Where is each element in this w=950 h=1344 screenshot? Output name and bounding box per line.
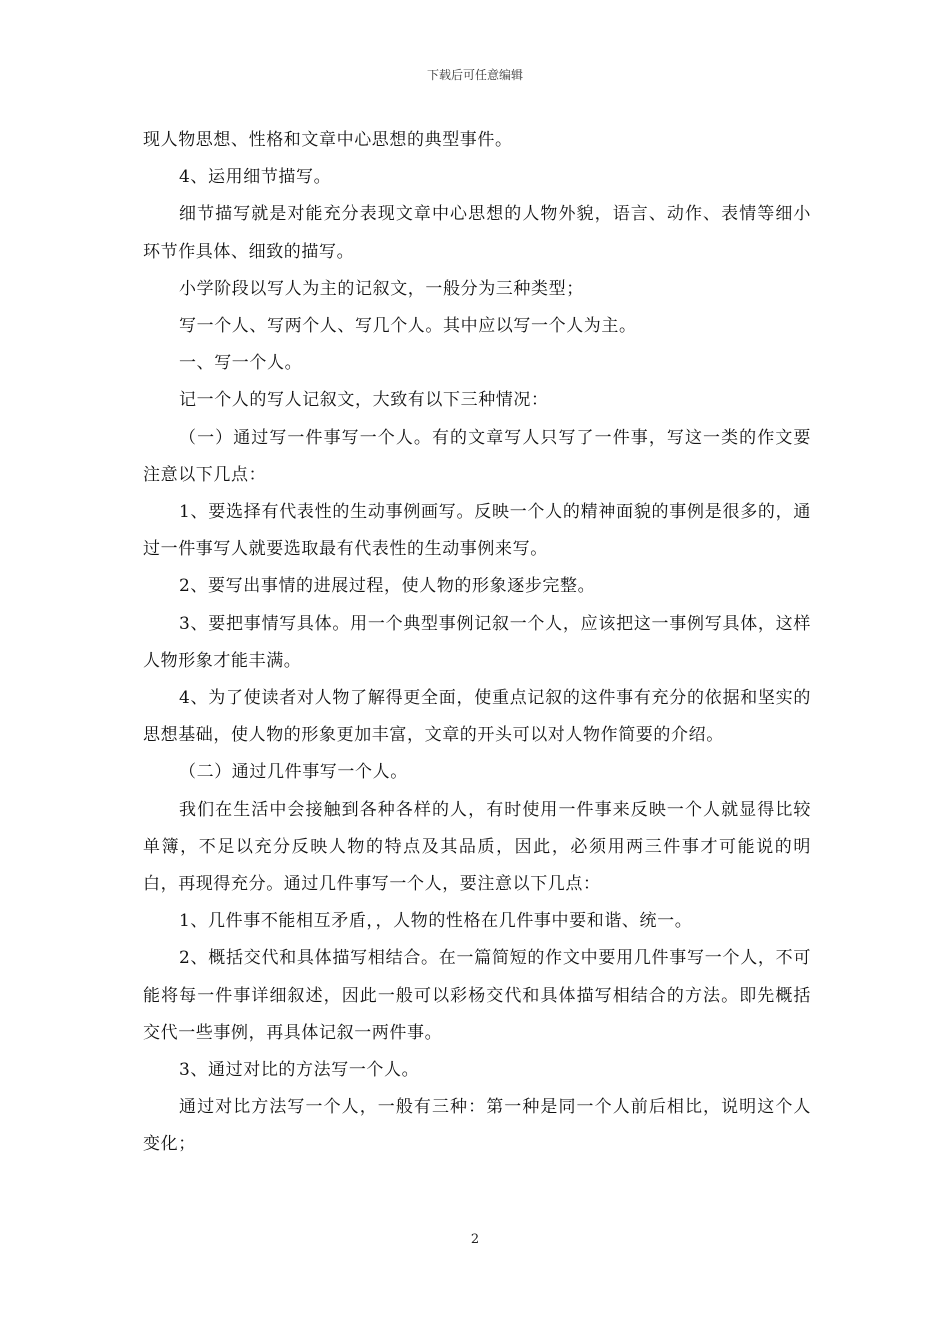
paragraph: 通过对比方法写一个人，一般有三种：第一种是同一个人前后相比，说明这个人变化； — [143, 1097, 811, 1155]
document-body — [143, 122, 811, 1164]
paragraph: 1、几件事不能相互矛盾，，人物的性格在几件事中要和谐、统一。 — [179, 911, 693, 932]
paragraph: 4、为了使读者对人物了解得更全面，使重点记叙的这件事有充分的依据和坚实的思想基础，使人物的形象更加丰富，文章的开头可以对人物作简要的介绍。 — [143, 688, 811, 746]
paragraph: 记一个人的写人记叙文，大致有以下三种情况： — [179, 390, 549, 411]
paragraph: 细节描写就是对能充分表现文章中心思想的人物外貌，语言、动作、表情等细小环节作具体、细致的描写。 — [143, 204, 811, 262]
paragraph: （二）通过几件事写一个人。 — [179, 762, 408, 783]
paragraph: 4、运用细节描写。 — [179, 167, 332, 188]
paragraph: 2、要写出事情的进展过程，使人物的形象逐步完整。 — [179, 576, 596, 597]
paragraph: 一、写一个人。 — [179, 353, 303, 374]
paragraph: 写一个人、写两个人、写几个人。其中应以写一个人为主。 — [179, 316, 637, 337]
paragraph: 2、概括交代和具体描写相结合。在一篇简短的作文中要用几件事写一个人，不可能将每一件事详细叙述，因此一般可以彩杨交代和具体描写相结合的方法。即先概括交代一些事例，再具体记叙一两件事。 — [143, 948, 811, 1043]
paragraph: 3、通过对比的方法写一个人。 — [179, 1060, 420, 1081]
paragraph: （一）通过写一件事写一个人。有的文章写人只写了一件事，写这一类的作文要注意以下几点： — [143, 427, 811, 485]
paragraph: 我们在生活中会接触到各种各样的人，有时使用一件事来反映一个人就显得比较单簿，不足以充分反映人物的特点及其品质，因此，必须用两三件事才可能说的明白，再现得充分。通过几件事写一个人，要注意以下几点： — [143, 799, 811, 895]
page-header: 下载后可任意编辑 — [426, 68, 523, 82]
paragraph: 现人物思想、性格和文章中心思想的典型事件。 — [143, 130, 513, 150]
paragraph: 小学阶段以写人为主的记叙文，一般分为三种类型； — [179, 278, 584, 299]
page-number: 2 — [470, 1232, 480, 1247]
paragraph: 3、要把事情写具体。用一个典型事例记叙一个人，应该把这一事例写具体，这样人物形象才能丰满。 — [143, 613, 811, 671]
paragraph: 1、要选择有代表性的生动事例画写。反映一个人的精神面貌的事例是很多的，通过一件事写人就要选取最有代表性的生动事例来写。 — [143, 502, 811, 560]
